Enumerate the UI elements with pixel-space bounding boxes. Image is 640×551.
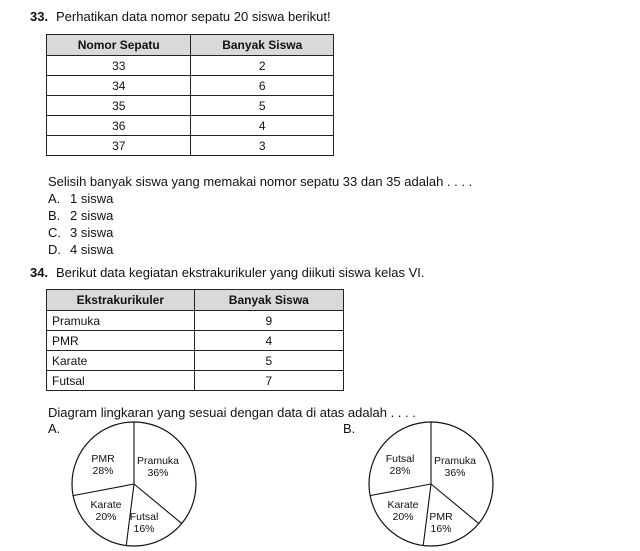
pie-slice-name-label: Futsal [385,453,415,465]
shoe-size-table [46,34,334,156]
question-33-stem: Selisih banyak siswa yang memakai nomor sepatu 33 dan 35 adalah . . . . [48,174,473,189]
option-text: 3 siswa [70,225,114,240]
table-row [47,56,334,76]
table-cell: Karate [47,351,195,371]
table-cell: Pramuka [47,311,195,331]
pie-slice-percent-label: 16% [430,523,452,535]
table-row [47,351,344,371]
table-cell: 34 [47,76,191,96]
option-c[interactable] [48,224,113,241]
table-cell: 35 [47,96,191,116]
table-cell: 33 [47,56,191,76]
pie-slice-percent-label: 36% [444,467,466,479]
table-cell: Futsal [47,371,195,391]
table-cell: 2 [191,56,334,76]
table-header-row [47,35,334,56]
question-34-stem: Diagram lingkaran yang sesuai dengan data di atas adalah . . . . [48,405,416,420]
option-letter: D. [48,242,61,257]
pie-slice-percent-label: 20% [392,511,414,523]
question-33-options [48,190,113,258]
pie-slice-name-label: Pramuka [433,455,477,467]
table-header-cell: Ekstrakurikuler [47,290,195,311]
table-cell: 4 [194,331,343,351]
question-33-header [30,9,331,25]
table-cell: 36 [47,116,191,136]
table-cell: 4 [191,116,334,136]
pie-slice-name-label: PMR [429,511,453,523]
pie-chart-option-b[interactable] [365,420,497,548]
table-row [47,76,334,96]
table-row [47,96,334,116]
extracurricular-table [46,289,344,391]
question-33-intro: Perhatikan data nomor sepatu 20 siswa berikut! [56,9,331,24]
option-text: 4 siswa [70,242,114,257]
pie-slice-percent-label: 36% [147,467,169,479]
chart-option-a-label[interactable]: A. [48,421,61,436]
pie-slice-name-label: Karate [387,499,419,511]
option-letter: C. [48,225,61,240]
question-34-intro: Berikut data kegiatan ekstrakurikuler yang diikuti siswa kelas VI. [56,265,425,280]
table-cell: 5 [191,96,334,116]
option-a[interactable] [48,190,113,207]
pie-slice-name-label: Futsal [129,511,159,523]
table-cell: 37 [47,136,191,156]
pie-slice-percent-label: 16% [133,523,155,535]
table-cell: 5 [194,351,343,371]
table-header-cell: Nomor Sepatu [47,35,191,56]
table-row [47,116,334,136]
table-cell: 3 [191,136,334,156]
pie-slice-percent-label: 28% [389,465,411,477]
pie-slice-percent-label: 28% [92,465,114,477]
option-text: 1 siswa [70,191,114,206]
pie-slice-percent-label: 20% [95,511,117,523]
option-b[interactable] [48,207,113,224]
question-33-number: 33. [30,9,49,24]
pie-slice-name-label: Karate [90,499,122,511]
table-cell: 7 [194,371,343,391]
table-row [47,371,344,391]
question-34-number: 34. [30,265,49,280]
table-header-cell: Banyak Siswa [194,290,343,311]
table-cell: 9 [194,311,343,331]
table-row [47,331,344,351]
table-row [47,311,344,331]
pie-slice-name-label: Pramuka [136,455,180,467]
table-cell: PMR [47,331,195,351]
option-text: 2 siswa [70,208,114,223]
pie-chart-option-a[interactable] [68,420,200,548]
chart-option-b-label[interactable]: B. [343,421,356,436]
table-cell: 6 [191,76,334,96]
option-letter: A. [48,191,61,206]
question-34-header [30,265,425,281]
pie-slice-name-label: PMR [91,453,115,465]
table-header-cell: Banyak Siswa [191,35,334,56]
table-row [47,136,334,156]
option-d[interactable] [48,241,113,258]
table-header-row [47,290,344,311]
option-letter: B. [48,208,61,223]
